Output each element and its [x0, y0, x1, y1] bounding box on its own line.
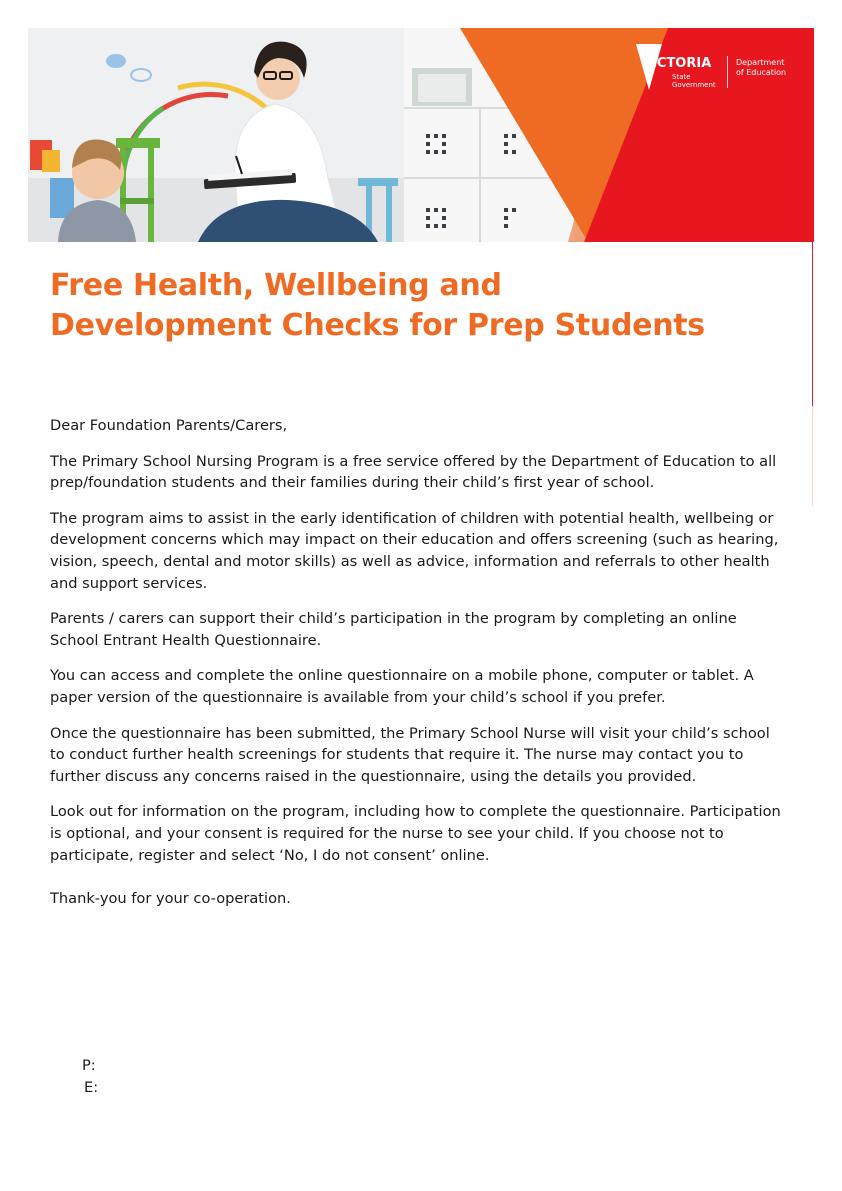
title-line-2: Development Checks for Prep Students [50, 308, 705, 343]
title-line-1: Free Health, Wellbeing and [50, 268, 502, 303]
contact-phone-label: P: [82, 1057, 96, 1074]
page-title [50, 266, 810, 346]
letter-paragraph: You can access and complete the online questionnaire on a mobile phone, computer or tablet. A paper version of the questionnaire is available from your child’s school if you prefer. [50, 667, 754, 706]
logo-dept-line-2: of Education [736, 68, 787, 77]
letter-closing: Thank-you for your co-operation. [50, 890, 291, 908]
letter-paragraph: The program aims to assist in the early identification of children with potential health, wellbeing or development concerns which may impact on their education and offers screening (such as hearing, vision, speech, dental and motor skills) as well as advice, information and referrals to other health and support services. [50, 509, 779, 592]
letter-body [50, 415, 785, 924]
right-edge-rule-faint [812, 406, 813, 506]
right-edge-rule [812, 240, 813, 406]
logo-sub-government: Government [672, 81, 716, 89]
logo-sub-state: State [672, 73, 691, 81]
letter-paragraph: Once the questionnaire has been submitted, the Primary School Nurse will visit your child’s school to conduct further health screenings for students that require it. The nurse may contact you to further discuss any concerns raised in the questionnaire, using the details you provided. [50, 724, 770, 785]
letter-paragraph: Parents / carers can support their child’s participation in the program by completing an online School Entrant Health Questionnaire. [50, 610, 737, 649]
contact-email-label: E: [84, 1079, 99, 1096]
victoria-logo [636, 44, 806, 94]
logo-wordmark: VICTORIA [642, 56, 712, 71]
logo-dept-line-1: Department [736, 58, 785, 67]
letter-greeting: Dear Foundation Parents/Carers, [50, 417, 288, 434]
logo-divider [727, 56, 728, 88]
letter-paragraph: The Primary School Nursing Program is a free service offered by the Department of Education to all prep/foundation students and their families during their child’s first year of school. [50, 452, 777, 492]
header-banner [28, 28, 814, 242]
letter-paragraph: Look out for information on the program, including how to complete the questionnaire. Participation is optional, and your consent is required for the nurse to see your child. If you choose not to participate, register and select ‘No, I do not consent’ online. [50, 803, 781, 864]
